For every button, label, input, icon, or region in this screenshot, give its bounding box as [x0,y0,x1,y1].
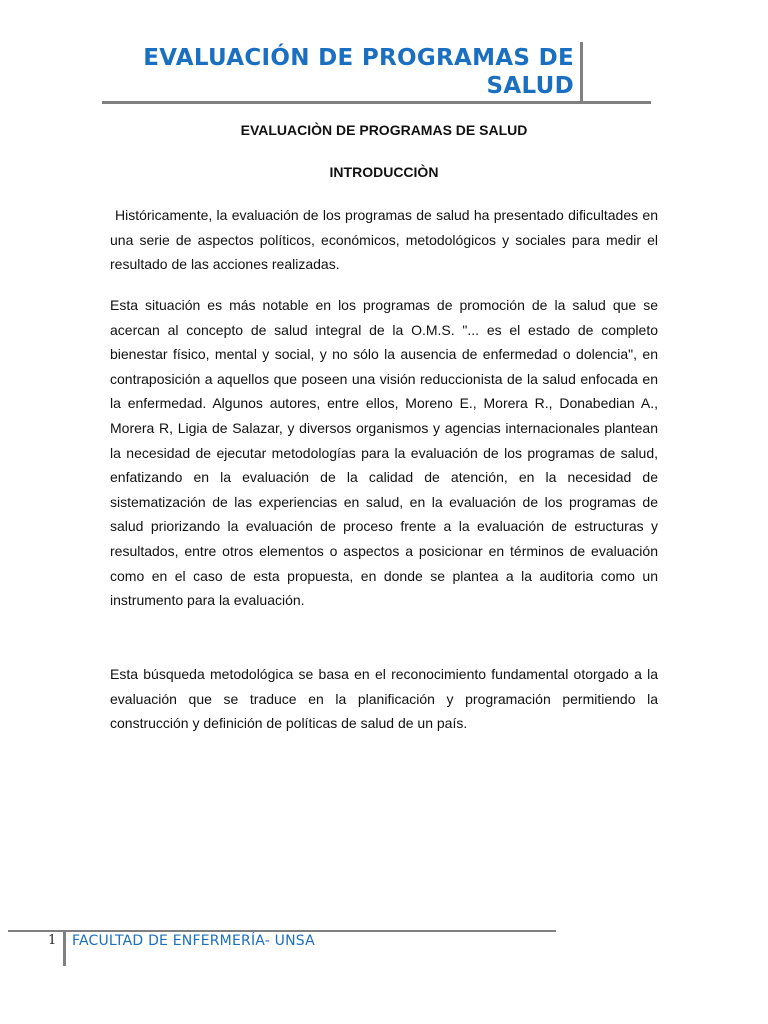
header-title [140,44,574,100]
header-title-line-2: SALUD [486,73,574,99]
section-heading: INTRODUCCIÒN [329,164,439,180]
paragraph-1: Históricamente, la evaluación de los programas de salud ha presentado dificultades en una serie de aspectos políticos, económicos, metodológicos y sociales para medir el resultado de las acciones realizadas. [110,207,658,273]
header-vertical-divider [580,42,583,104]
footer-vertical-divider [63,930,66,966]
header-horizontal-divider [102,101,651,104]
page-number: 1 [48,933,57,948]
paragraph-3: Esta búsqueda metodológica se basa en el reconocimiento fundamental otorgado a la evaluación que se traduce en la planificación y programación permitiendo la construcción y definición de políticas de salud de un país. [110,666,658,732]
document-title: EVALUACIÒN DE PROGRAMAS DE SALUD [240,122,528,138]
footer-text: FACULTAD DE ENFERMERÍA- UNSA [72,933,315,949]
header-title-line-1: EVALUACIÓN DE PROGRAMAS DE [143,45,574,71]
paragraph-2: Esta situación es más notable en los programas de promoción de la salud que se acercan al concepto de salud integral de la O.M.S. "... es el estado de completo bienestar físico, mental y social, y no sólo la ausencia de enfermedad o dolencia", en contraposición a aquellos que poseen una visión reduccionista de la salud enfocada en la enfermedad. Algunos autores, entre ellos, Moreno E., Morera R., Donabedian A., Morera R, Ligia de Salazar, y diversos organismos y agencias internacionales plantean la necesidad de ejecutar metodologías para la evaluación de los programas de salud, enfatizando en la evaluación de la calidad de atención, en la necesidad de sistematización de las experiencias en salud, en la evaluación de los programas de salud priorizando la evaluación de proceso frente a la evaluación de estructuras y resultados, entre otros elementos o aspectos a posicionar en términos de evaluación como en el caso de esta propuesta, en donde se plantea a la auditoria como un instrumento para la evaluación. [110,297,658,609]
